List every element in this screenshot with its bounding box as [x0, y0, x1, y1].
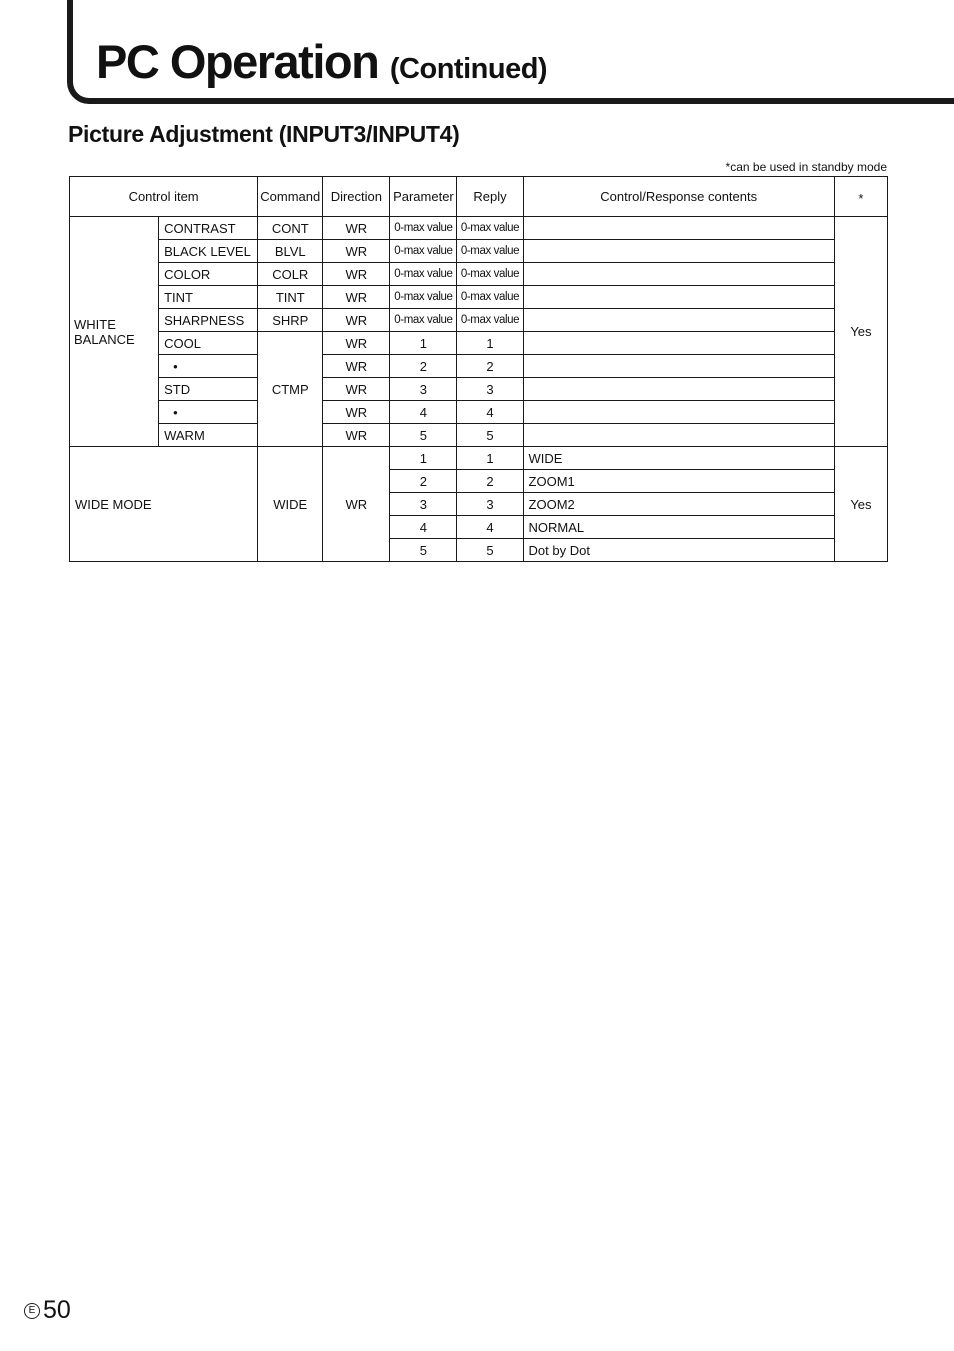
direction-cell: WR	[323, 401, 390, 424]
parameter-cell: 5	[390, 539, 457, 562]
table-row	[70, 332, 888, 355]
table-row	[70, 263, 888, 286]
parameter-cell: 1	[390, 332, 457, 355]
standby-cell: Yes	[834, 447, 887, 562]
parameter-cell: 3	[390, 493, 457, 516]
reply-cell: 0-max value	[457, 286, 523, 309]
section-title: Picture Adjustment (INPUT3/INPUT4)	[68, 121, 460, 147]
table-row	[70, 378, 888, 401]
direction-cell: WR	[323, 217, 390, 240]
reply-cell: 4	[457, 401, 523, 424]
standby-cell: Yes	[834, 217, 887, 447]
parameter-cell: 0-max value	[390, 263, 457, 286]
group-label-line: BALANCE	[74, 331, 135, 347]
page-number-text: 50	[43, 1296, 71, 1324]
control-item-cell: SHARPNESS	[159, 309, 258, 332]
parameter-cell: 1	[390, 447, 457, 470]
direction-cell: WR	[323, 355, 390, 378]
contents-cell	[523, 263, 834, 286]
header-direction: Direction	[323, 177, 390, 217]
command-cell: SHRP	[258, 309, 323, 332]
parameter-cell: 0-max value	[390, 240, 457, 263]
direction-cell: WR	[323, 263, 390, 286]
direction-cell: WR	[323, 378, 390, 401]
table-header-row	[70, 177, 888, 217]
table-row	[70, 401, 888, 424]
white-balance-section	[70, 217, 888, 447]
table-row	[70, 424, 888, 447]
standby-note: *can be used in standby mode	[725, 160, 887, 174]
contents-cell	[523, 355, 834, 378]
parameter-cell: 2	[390, 355, 457, 378]
table-row	[70, 447, 888, 470]
wide-mode-item-cell: WIDE MODE	[70, 447, 258, 562]
reply-cell: 5	[457, 424, 523, 447]
wide-mode-command-cell: WIDE	[258, 447, 323, 562]
parameter-cell: 0-max value	[390, 217, 457, 240]
table-row	[70, 355, 888, 378]
language-e-icon: E	[24, 1303, 40, 1319]
reply-cell: 2	[457, 470, 523, 493]
direction-cell: WR	[323, 424, 390, 447]
header-reply: Reply	[457, 177, 523, 217]
contents-cell: WIDE	[523, 447, 834, 470]
parameter-cell: 2	[390, 470, 457, 493]
header-standby: *	[834, 177, 887, 217]
white-balance-group-label	[70, 217, 159, 447]
wide-mode-section	[70, 447, 888, 562]
group-label-line: WHITE	[74, 316, 116, 332]
control-item-cell: WARM	[159, 424, 258, 447]
control-item-cell: COOL	[159, 332, 258, 355]
parameter-cell: 4	[390, 516, 457, 539]
parameter-cell: 0-max value	[390, 309, 457, 332]
contents-cell: ZOOM1	[523, 470, 834, 493]
header-command: Command	[258, 177, 323, 217]
reply-cell: 0-max value	[457, 309, 523, 332]
contents-cell: Dot by Dot	[523, 539, 834, 562]
header-control-item: Control item	[70, 177, 258, 217]
control-item-cell: •	[159, 355, 258, 378]
reply-cell: 3	[457, 493, 523, 516]
contents-cell	[523, 401, 834, 424]
contents-cell	[523, 378, 834, 401]
header-contents: Control/Response contents	[523, 177, 834, 217]
reply-cell: 5	[457, 539, 523, 562]
page-title-text: PC Operation	[96, 35, 379, 88]
reply-cell: 4	[457, 516, 523, 539]
reply-cell: 3	[457, 378, 523, 401]
direction-cell: WR	[323, 332, 390, 355]
contents-cell	[523, 217, 834, 240]
contents-cell	[523, 286, 834, 309]
table-row	[70, 309, 888, 332]
contents-cell	[523, 240, 834, 263]
reply-cell: 1	[457, 447, 523, 470]
parameter-cell: 0-max value	[390, 286, 457, 309]
direction-cell: WR	[323, 240, 390, 263]
control-item-cell: TINT	[159, 286, 258, 309]
table-row	[70, 286, 888, 309]
command-table	[69, 176, 888, 562]
command-cell: CONT	[258, 217, 323, 240]
command-cell: TINT	[258, 286, 323, 309]
reply-cell: 0-max value	[457, 263, 523, 286]
reply-cell: 2	[457, 355, 523, 378]
contents-cell: NORMAL	[523, 516, 834, 539]
control-item-cell: COLOR	[159, 263, 258, 286]
table-row	[70, 240, 888, 263]
direction-cell: WR	[323, 309, 390, 332]
control-item-cell: STD	[159, 378, 258, 401]
command-cell: CTMP	[258, 332, 323, 447]
control-item-cell: BLACK LEVEL	[159, 240, 258, 263]
contents-cell	[523, 424, 834, 447]
parameter-cell: 4	[390, 401, 457, 424]
page-title-suffix: (Continued)	[389, 53, 548, 85]
parameter-cell: 3	[390, 378, 457, 401]
page-number	[24, 1298, 71, 1323]
reply-cell: 0-max value	[457, 240, 523, 263]
contents-cell	[523, 309, 834, 332]
wide-mode-direction-cell: WR	[323, 447, 390, 562]
command-cell: COLR	[258, 263, 323, 286]
reply-cell: 1	[457, 332, 523, 355]
contents-cell: ZOOM2	[523, 493, 834, 516]
reply-cell: 0-max value	[457, 217, 523, 240]
control-item-cell: •	[159, 401, 258, 424]
command-cell: BLVL	[258, 240, 323, 263]
parameter-cell: 5	[390, 424, 457, 447]
direction-cell: WR	[323, 286, 390, 309]
header-parameter: Parameter	[390, 177, 457, 217]
control-item-cell: CONTRAST	[159, 217, 258, 240]
table-row	[70, 217, 888, 240]
contents-cell	[523, 332, 834, 355]
page-title	[96, 35, 548, 88]
